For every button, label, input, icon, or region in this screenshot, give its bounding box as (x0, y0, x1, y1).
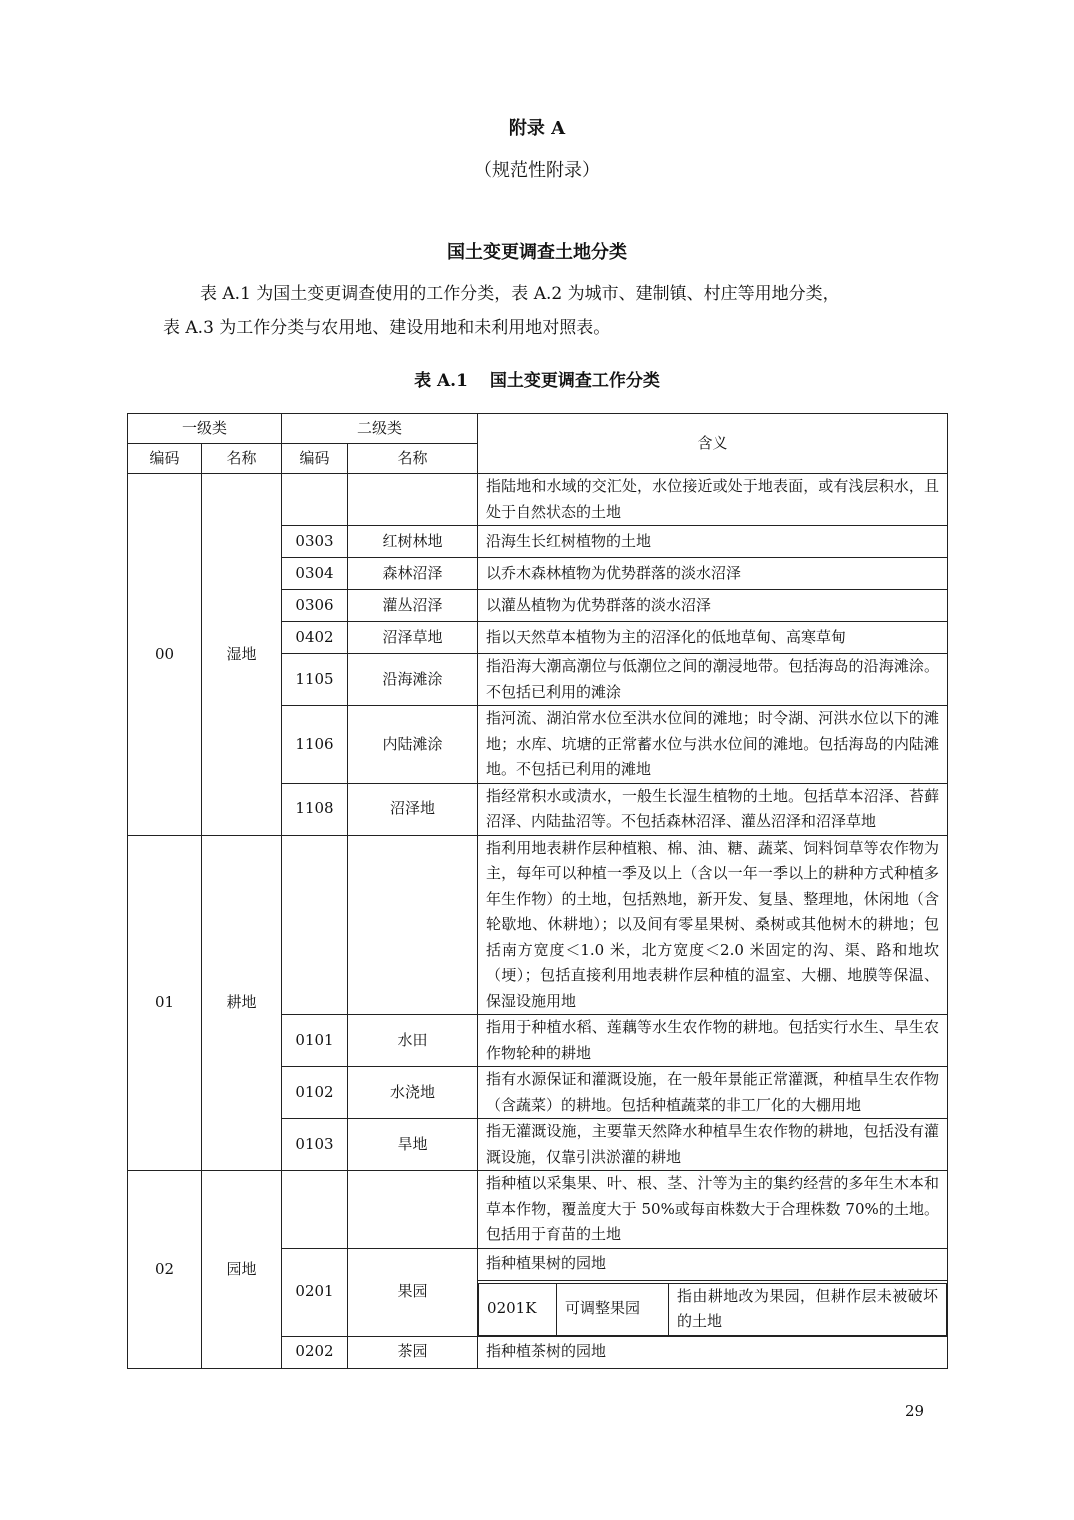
level2-code: 0103 (282, 1119, 348, 1171)
level2-description: 指经常积水或渍水，一般生长湿生植物的土地。包括草本沼泽、苔藓沼泽、内陆盐沼等。不包括森林沼泽、灌丛沼泽和沼泽草地 (478, 783, 948, 835)
level1-description: 指陆地和水域的交汇处，水位接近或处于地表面，或有浅层积水，且处于自然状态的土地 (478, 474, 948, 526)
level2-code: 0202 (282, 1336, 348, 1368)
level2-description: 指种植果树的园地 (478, 1248, 948, 1280)
level2-description: 以乔木森林植物为优势群落的淡水沼泽 (478, 558, 948, 590)
level1-description: 指种植以采集果、叶、根、茎、汁等为主的集约经营的多年生木本和草本作物，覆盖度大于 50%或每亩株数大于合理株数 70%的土地。包括用于育苗的土地 (478, 1171, 948, 1249)
section-title: 国土变更调查土地分类 (447, 242, 627, 263)
level2-name: 灌丛沼泽 (348, 590, 478, 622)
level2-name: 水浇地 (348, 1067, 478, 1119)
subclass-table (478, 1283, 947, 1336)
subclass-code: 0201K (479, 1283, 557, 1335)
level2-code-empty (282, 835, 348, 1015)
level2-code: 1108 (282, 783, 348, 835)
subclass-description: 指由耕地改为果园，但耕作层未被破坏的土地 (669, 1283, 947, 1335)
header-level2-name: 名称 (348, 444, 478, 474)
level2-description: 指种植茶树的园地 (478, 1336, 948, 1368)
classification-table (127, 413, 948, 1369)
subclass-row (479, 1283, 947, 1335)
level2-description: 以灌丛植物为优势群落的淡水沼泽 (478, 590, 948, 622)
header-row-1 (128, 414, 948, 444)
level2-description: 沿海生长红树植物的土地 (478, 526, 948, 558)
level2-description: 指有水源保证和灌溉设施，在一般年景能正常灌溉，种植旱生农作物（含蔬菜）的耕地。包括种植蔬菜的非工厂化的大棚用地 (478, 1067, 948, 1119)
level2-name: 沿海滩涂 (348, 654, 478, 706)
page-number: 29 (905, 1402, 925, 1420)
level2-code-empty (282, 474, 348, 526)
level2-description: 指无灌溉设施，主要靠天然降水种植旱生农作物的耕地，包括没有灌溉设施，仅靠引洪淤灌的耕地 (478, 1119, 948, 1171)
level2-description: 指以天然草本植物为主的沼泽化的低地草甸、高寒草甸 (478, 622, 948, 654)
level2-name: 果园 (348, 1248, 478, 1336)
level2-code: 0201 (282, 1248, 348, 1336)
level1-name: 园地 (202, 1171, 282, 1369)
level2-name: 茶园 (348, 1336, 478, 1368)
level2-name: 水田 (348, 1015, 478, 1067)
level2-code: 0304 (282, 558, 348, 590)
header-meaning: 含义 (478, 414, 948, 474)
level2-name: 森林沼泽 (348, 558, 478, 590)
level1-name: 湿地 (202, 474, 282, 836)
intro-paragraph-line-1: 表 A.1 为国土变更调查使用的工作分类，表 A.2 为城市、建制镇、村庄等用地分类， (200, 284, 840, 304)
level2-description: 指沿海大潮高潮位与低潮位之间的潮浸地带。包括海岛的沿海滩涂。不包括已利用的滩涂 (478, 654, 948, 706)
header-level1-code: 编码 (128, 444, 202, 474)
header-level1: 一级类 (128, 414, 282, 444)
subclass-cell (478, 1280, 948, 1336)
level2-name-empty (348, 474, 478, 526)
level2-name: 旱地 (348, 1119, 478, 1171)
level1-code: 00 (128, 474, 202, 836)
appendix-subtitle: （规范性附录） (474, 160, 600, 181)
level1-description: 指利用地表耕作层种植粮、棉、油、糖、蔬菜、饲料饲草等农作物为主，每年可以种植一季及以上（含以一年一季以上的耕种方式种植多年生作物）的土地，包括熟地，新开发、复垦、整理地，休闲地（含轮歇地、休耕地）；以及间有零星果树、桑树或其他树木的耕地；包括南方宽度＜1.0 米，北方宽度＜2.0 米固定的沟、渠、路和地坎（埂）；包括直接利用地表耕作层种植的温室、大棚、地膜等保温、保湿设施用地 (478, 835, 948, 1015)
appendix-title: 附录 A (508, 118, 566, 139)
table-row (128, 1171, 948, 1249)
table-caption-title: 国土变更调查工作分类 (489, 371, 660, 391)
intro-paragraph-line-2: 表 A.3 为工作分类与农用地、建设用地和未利用地对照表。 (163, 318, 611, 338)
level1-code: 01 (128, 835, 202, 1171)
header-level2-code: 编码 (282, 444, 348, 474)
level2-code: 1106 (282, 706, 348, 784)
table-row (128, 835, 948, 1015)
level1-name: 耕地 (202, 835, 282, 1171)
table-caption-label: 表 A.1 (414, 371, 468, 391)
level2-description: 指用于种植水稻、莲藕等水生农作物的耕地。包括实行水生、旱生农作物轮种的耕地 (478, 1015, 948, 1067)
level2-code: 0402 (282, 622, 348, 654)
level1-code: 02 (128, 1171, 202, 1369)
table-caption (0, 366, 1074, 391)
level2-code-empty (282, 1171, 348, 1249)
level2-code: 0306 (282, 590, 348, 622)
level2-code: 1105 (282, 654, 348, 706)
table-row (128, 474, 948, 526)
subclass-name: 可调整果园 (557, 1283, 669, 1335)
header-level1-name: 名称 (202, 444, 282, 474)
level2-description: 指河流、湖泊常水位至洪水位间的滩地；时令湖、河洪水位以下的滩地；水库、坑塘的正常蓄水位与洪水位间的滩地。包括海岛的内陆滩地。不包括已利用的滩地 (478, 706, 948, 784)
level2-code: 0101 (282, 1015, 348, 1067)
level2-name: 沼泽地 (348, 783, 478, 835)
level2-name-empty (348, 1171, 478, 1249)
level2-name: 沼泽草地 (348, 622, 478, 654)
level2-name: 红树林地 (348, 526, 478, 558)
level2-code: 0102 (282, 1067, 348, 1119)
level2-name-empty (348, 835, 478, 1015)
level2-code: 0303 (282, 526, 348, 558)
level2-name: 内陆滩涂 (348, 706, 478, 784)
header-level2: 二级类 (282, 414, 478, 444)
